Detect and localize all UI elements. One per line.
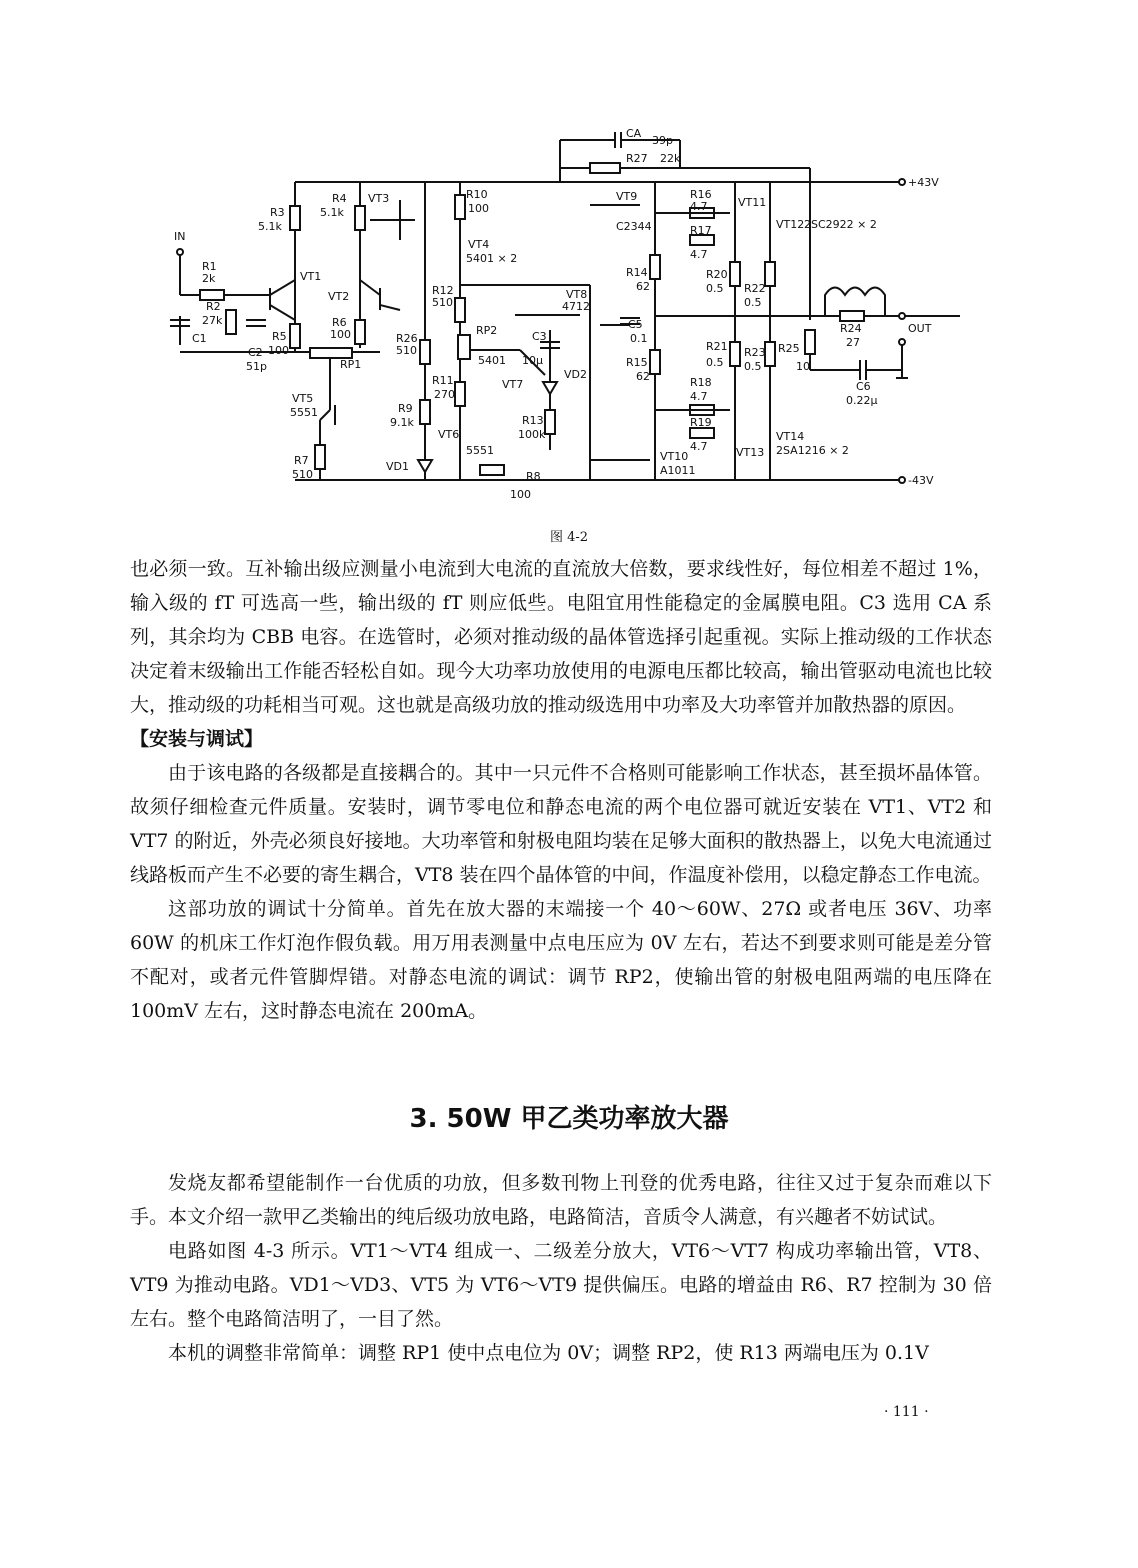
circuit-label: R15 xyxy=(626,356,648,369)
r24-resistor xyxy=(840,311,864,321)
circuit-label: 100 xyxy=(268,344,289,357)
r26-resistor xyxy=(420,340,430,364)
circuit-label: VT4 xyxy=(468,238,490,251)
circuit-label: R4 xyxy=(332,192,347,205)
circuit-label: VT2 xyxy=(328,290,350,303)
circuit-label: R12 xyxy=(432,284,454,297)
circuit-label: 62 xyxy=(636,280,650,293)
circuit-label: C3 xyxy=(532,330,547,343)
circuit-label: 100 xyxy=(330,328,351,341)
circuit-label: 4712 xyxy=(562,300,590,313)
positive-terminal xyxy=(899,179,905,185)
circuit-label: 39p xyxy=(652,134,673,147)
circuit-label: C1 xyxy=(192,332,207,345)
output-terminal xyxy=(899,313,905,319)
circuit-label: R23 xyxy=(744,346,766,359)
circuit-label: VT10 xyxy=(660,450,689,463)
circuit-label: VT5 xyxy=(292,392,314,405)
circuit-label: VT3 xyxy=(368,192,390,205)
circuit-label: C2344 xyxy=(616,220,652,233)
circuit-label: 510 xyxy=(292,468,313,481)
section-heading: 【安装与调试】 xyxy=(130,728,264,750)
paragraph-5: 电路如图 4-3 所示。VT1～VT4 组成一、二级差分放大，VT6～VT7 构成功率输出管，VT8、VT9 为推动电路。VD1～VD3、VT5 为 VT6～VT9 提供偏压。电路的增益由 R6、R7 控制为 30 倍左右。整个电路简洁明了，一目了然。 xyxy=(130,1240,992,1330)
circuit-label: 100 xyxy=(468,202,489,215)
circuit-label: R6 xyxy=(332,316,347,329)
text-block-1 xyxy=(130,552,992,1028)
circuit-label: R13 xyxy=(522,414,544,427)
circuit-label: 62 xyxy=(636,370,650,383)
r11-resistor xyxy=(455,382,465,406)
circuit-label: R26 xyxy=(396,332,418,345)
circuit-label: R14 xyxy=(626,266,648,279)
circuit-label: VT12 xyxy=(776,218,805,231)
circuit-label: R7 xyxy=(294,454,309,467)
r8-resistor xyxy=(480,465,504,475)
vd2-diode xyxy=(543,382,557,394)
circuit-label: 4.7 xyxy=(690,440,708,453)
circuit-label: VT8 xyxy=(566,288,588,301)
circuit-label: C2 xyxy=(248,346,263,359)
circuit-label: 100 xyxy=(510,488,531,501)
circuit-label: R16 xyxy=(690,188,712,201)
r5-resistor xyxy=(290,324,300,348)
circuit-label: R11 xyxy=(432,374,454,387)
circuit-label: 5401 × 2 xyxy=(466,252,518,265)
circuit-label: R22 xyxy=(744,282,766,295)
circuit-label: 5401 xyxy=(478,354,506,367)
circuit-label: R3 xyxy=(270,206,285,219)
paragraph-6: 本机的调整非常简单：调整 RP1 使中点电位为 0V；调整 RP2，使 R13 两端电压为 0.1V xyxy=(168,1342,929,1364)
output-ground-terminal xyxy=(899,339,905,345)
circuit-figure xyxy=(160,120,960,520)
figure-caption: 图 4-2 xyxy=(549,530,589,545)
circuit-label: 5.1k xyxy=(258,220,282,233)
circuit-label: VT13 xyxy=(736,446,765,459)
negative-terminal xyxy=(899,477,905,483)
circuit-label: R10 xyxy=(466,188,488,201)
circuit-label: -43V xyxy=(908,474,934,487)
r6-resistor xyxy=(355,320,365,344)
circuit-label: R17 xyxy=(690,224,712,237)
circuit-schematic xyxy=(160,120,960,520)
circuit-label: 5551 xyxy=(466,444,494,457)
circuit-label: R8 xyxy=(526,470,541,483)
r1-resistor xyxy=(200,290,224,300)
circuit-label: 0.5 xyxy=(744,360,762,373)
circuit-label: 0.5 xyxy=(706,282,724,295)
circuit-label: 510 xyxy=(396,344,417,357)
r9-resistor xyxy=(420,400,430,424)
r4-resistor xyxy=(355,206,365,230)
circuit-label: 270 xyxy=(434,388,455,401)
circuit-label: 510 xyxy=(432,296,453,309)
circuit-label: VD1 xyxy=(386,460,409,473)
circuit-label: IN xyxy=(174,230,186,243)
circuit-label: C5 xyxy=(628,318,643,331)
circuit-label: VD2 xyxy=(564,368,587,381)
circuit-label: 0.5 xyxy=(744,296,762,309)
r20-resistor xyxy=(730,262,740,286)
circuit-label: RP1 xyxy=(340,358,362,371)
circuit-label: R18 xyxy=(690,376,712,389)
r14-resistor xyxy=(650,255,660,279)
circuit-label: 27 xyxy=(846,336,860,349)
circuit-label: 9.1k xyxy=(390,416,414,429)
r3-resistor xyxy=(290,206,300,230)
circuit-label: R19 xyxy=(690,416,712,429)
r7-resistor xyxy=(315,445,325,469)
circuit-label: 4.7 xyxy=(690,248,708,261)
r13-resistor xyxy=(545,410,555,434)
circuit-label: VT1 xyxy=(300,270,322,283)
circuit-label: VT7 xyxy=(502,378,524,391)
circuit-label: 2k xyxy=(202,272,216,285)
circuit-label: 10μ xyxy=(522,354,543,367)
circuit-label: 0.22μ xyxy=(846,394,878,407)
page-number: · 111 · xyxy=(884,1404,929,1420)
section-title: 3. 50W 甲乙类功率放大器 xyxy=(409,1104,729,1134)
circuit-label: OUT xyxy=(908,322,932,335)
circuit-label: RP2 xyxy=(476,324,498,337)
rp1-potentiometer xyxy=(310,348,352,358)
circuit-label: 51p xyxy=(246,360,267,373)
circuit-label: R5 xyxy=(272,330,287,343)
circuit-label: VT11 xyxy=(738,196,767,209)
r25-resistor xyxy=(805,330,815,354)
circuit-label: 4.7 xyxy=(690,390,708,403)
circuit-label: R27 xyxy=(626,152,648,165)
circuit-label: 10 xyxy=(796,360,810,373)
circuit-label: 0.1 xyxy=(630,332,648,345)
paragraph-4: 发烧友都希望能制作一台优质的功放，但多数刊物上刊登的优秀电路，往往又过于复杂而难以下手。本文介绍一款甲乙类输出的纯后级功放电路，电路简洁，音质令人满意，有兴趣者不妨试试。 xyxy=(130,1172,992,1228)
circuit-label: 22k xyxy=(660,152,681,165)
circuit-label: CA xyxy=(626,127,642,140)
circuit-label: 2SC2922 × 2 xyxy=(804,218,877,231)
circuit-label: R2 xyxy=(206,300,221,313)
r15-resistor xyxy=(650,350,660,374)
circuit-label: R20 xyxy=(706,268,728,281)
circuit-label: +43V xyxy=(908,176,939,189)
circuit-label: 0.5 xyxy=(706,356,724,369)
r10-resistor xyxy=(455,195,465,219)
r19-resistor xyxy=(690,428,714,438)
circuit-label: 5.1k xyxy=(320,206,344,219)
circuit-label: 5551 xyxy=(290,406,318,419)
circuit-label: R24 xyxy=(840,322,862,335)
circuit-label: VT14 xyxy=(776,430,805,443)
r27-resistor xyxy=(590,163,620,173)
paragraph-3: 这部功放的调试十分简单。首先在放大器的末端接一个 40～60W、27Ω 或者电压 36V、功率 60W 的机床工作灯泡作假负载。用万用表测量中点电压应为 0V 左右，若达不到要求则可能是差分管不配对，或者元件管脚焊错。对静态电流的调试：调节 RP2，使输出管的射极电阻两端的电压降在 100mV 左右，这时静态电流在 200mA。 xyxy=(130,898,992,1022)
circuit-label: C6 xyxy=(856,380,871,393)
vd1-diode xyxy=(418,460,432,472)
circuit-label: 27k xyxy=(202,314,223,327)
circuit-label: R21 xyxy=(706,340,728,353)
r2-resistor xyxy=(226,310,236,334)
circuit-label: VT9 xyxy=(616,190,638,203)
r22-resistor xyxy=(765,262,775,286)
r23-resistor xyxy=(765,342,775,366)
circuit-label: R9 xyxy=(398,402,413,415)
rp2-potentiometer xyxy=(458,335,470,359)
input-terminal xyxy=(177,249,183,255)
paragraph-2: 由于该电路的各级都是直接耦合的。其中一只元件不合格则可能影响工作状态，甚至损坏晶体管。故须仔细检查元件质量。安装时，调节零电位和静态电流的两个电位器可就近安装在 VT1、VT2 和 VT7 的附近，外壳必须良好接地。大功率管和射极电阻均装在足够大面积的散热器上，以免大电流通过线路板而产生不必要的寄生耦合，VT8 装在四个晶体管的中间，作温度补偿用，以稳定静态工作电流。 xyxy=(130,762,992,886)
paragraph-1: 也必须一致。互补输出级应测量小电流到大电流的直流放大倍数，要求线性好，每位相差不超过 1%，输入级的 fT 可选高一些，输出级的 fT 则应低些。电阻宜用性能稳定的金属膜电阻。C3 选用 CA 系列，其余均为 CBB 电容。在选管时，必须对推动级的晶体管选择引起重视。实际上推动级的工作状态决定着末级输出工作能否轻松自如。现今大功率功放使用的电源电压都比较高，输出管驱动电流也比较大，推动级的功耗相当可观。这也就是高级功放的推动级选用中功率及大功率管并加散热器的原因。 xyxy=(130,558,992,716)
r12-resistor xyxy=(455,298,465,322)
text-block-2 xyxy=(130,1166,992,1370)
circuit-label: VT6 xyxy=(438,428,460,441)
r21-resistor xyxy=(730,342,740,366)
circuit-label: R25 xyxy=(778,342,800,355)
circuit-label: 2SA1216 × 2 xyxy=(776,444,849,457)
circuit-label: 100k xyxy=(518,428,546,441)
circuit-label: R1 xyxy=(202,260,217,273)
circuit-label: A1011 xyxy=(660,464,696,477)
circuit-label: 4.7 xyxy=(690,200,708,213)
